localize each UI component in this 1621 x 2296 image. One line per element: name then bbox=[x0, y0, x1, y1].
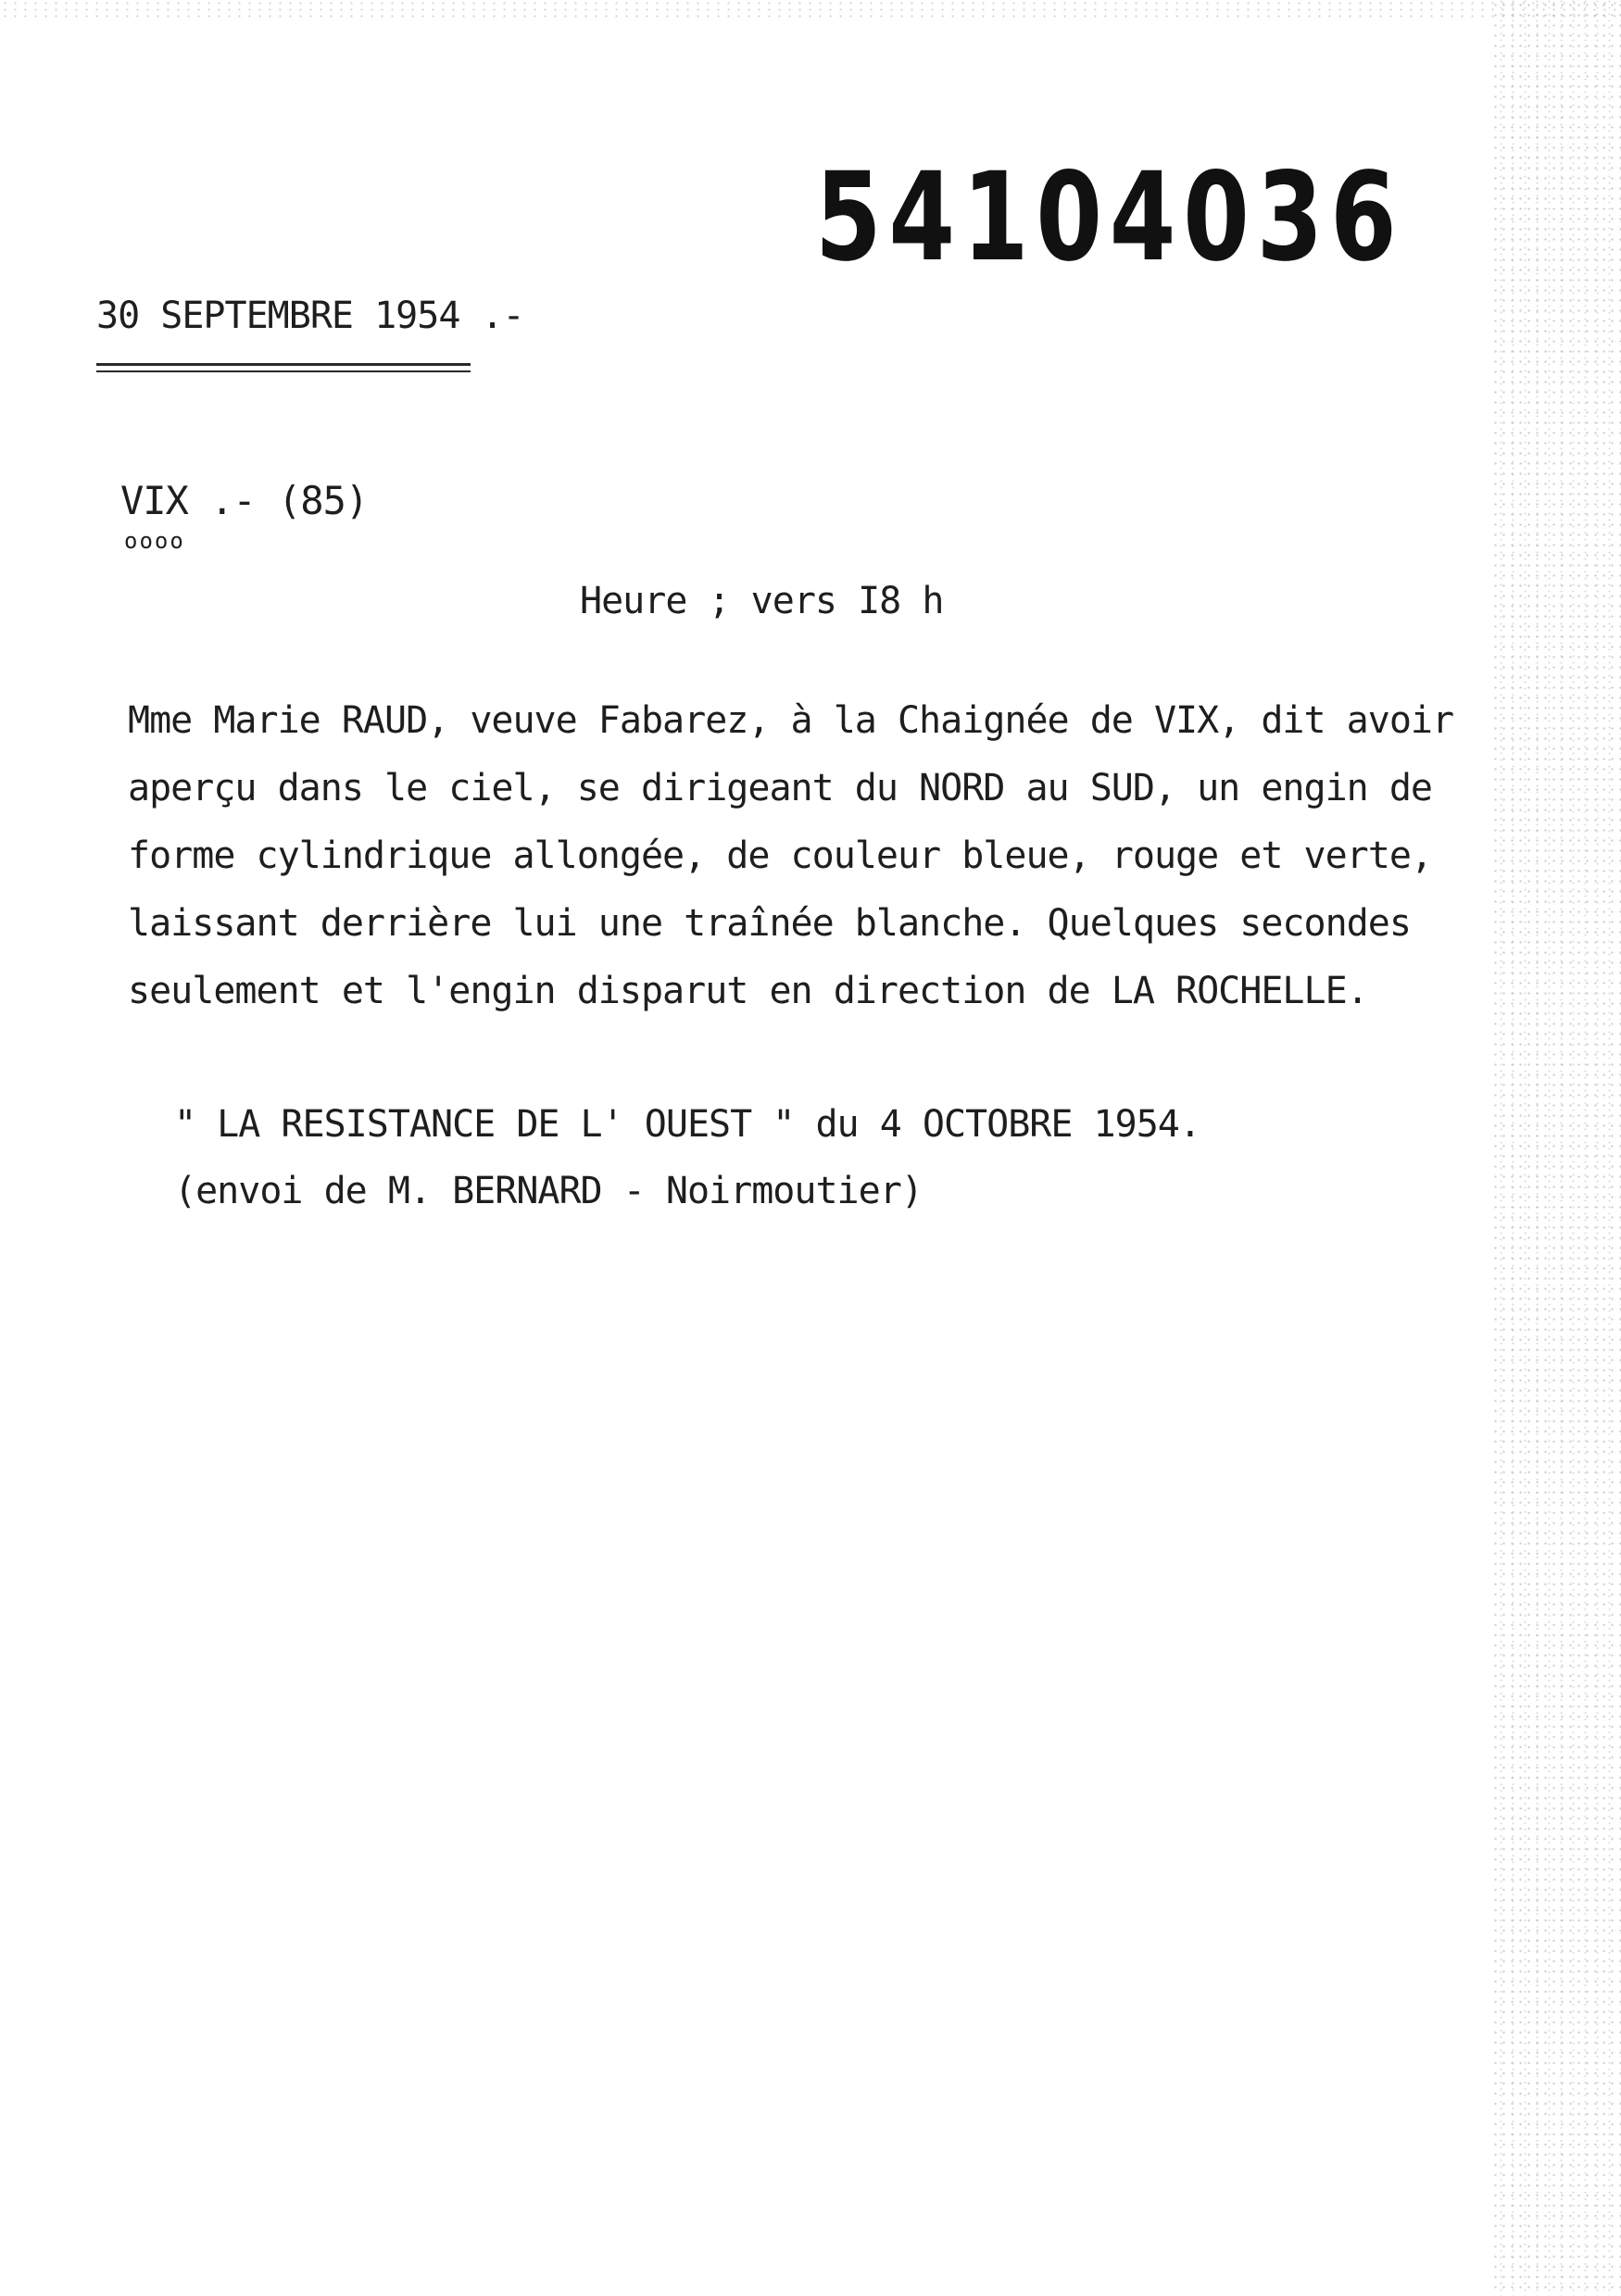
body-line: laissant derrière lui une traînée blanche. Quelques secondes bbox=[128, 902, 1411, 945]
body-line: Mme Marie RAUD, veuve Fabarez, à la Chaignée de VIX, dit avoir bbox=[128, 699, 1454, 742]
time-line: Heure ; vers I8 h bbox=[580, 580, 944, 622]
document-date: 30 SEPTEMBRE 1954 .- bbox=[96, 295, 524, 337]
sender-note: (envoi de M. BERNARD - Noirmoutier) bbox=[174, 1170, 923, 1212]
date-underline bbox=[96, 363, 471, 366]
source-block bbox=[174, 1091, 1200, 1224]
body-line: seulement et l'engin disparut en direction de LA ROCHELLE. bbox=[128, 970, 1368, 1012]
source-citation: " LA RESISTANCE DE L' OUEST " du 4 OCTOBRE 1954. bbox=[174, 1103, 1200, 1146]
date-underline-second bbox=[96, 370, 471, 372]
location-marks: oooo bbox=[124, 528, 185, 554]
scan-noise-top bbox=[0, 0, 1621, 20]
body-line: aperçu dans le ciel, se dirigeant du NORD au SUD, un engin de bbox=[128, 767, 1433, 809]
report-body bbox=[128, 687, 1517, 1025]
file-number: 54104036 bbox=[815, 146, 1404, 289]
scan-noise-right bbox=[1491, 0, 1621, 2296]
body-line: forme cylindrique allongée, de couleur bleue, rouge et verte, bbox=[128, 834, 1433, 877]
location-heading: VIX .- (85) bbox=[120, 478, 369, 523]
